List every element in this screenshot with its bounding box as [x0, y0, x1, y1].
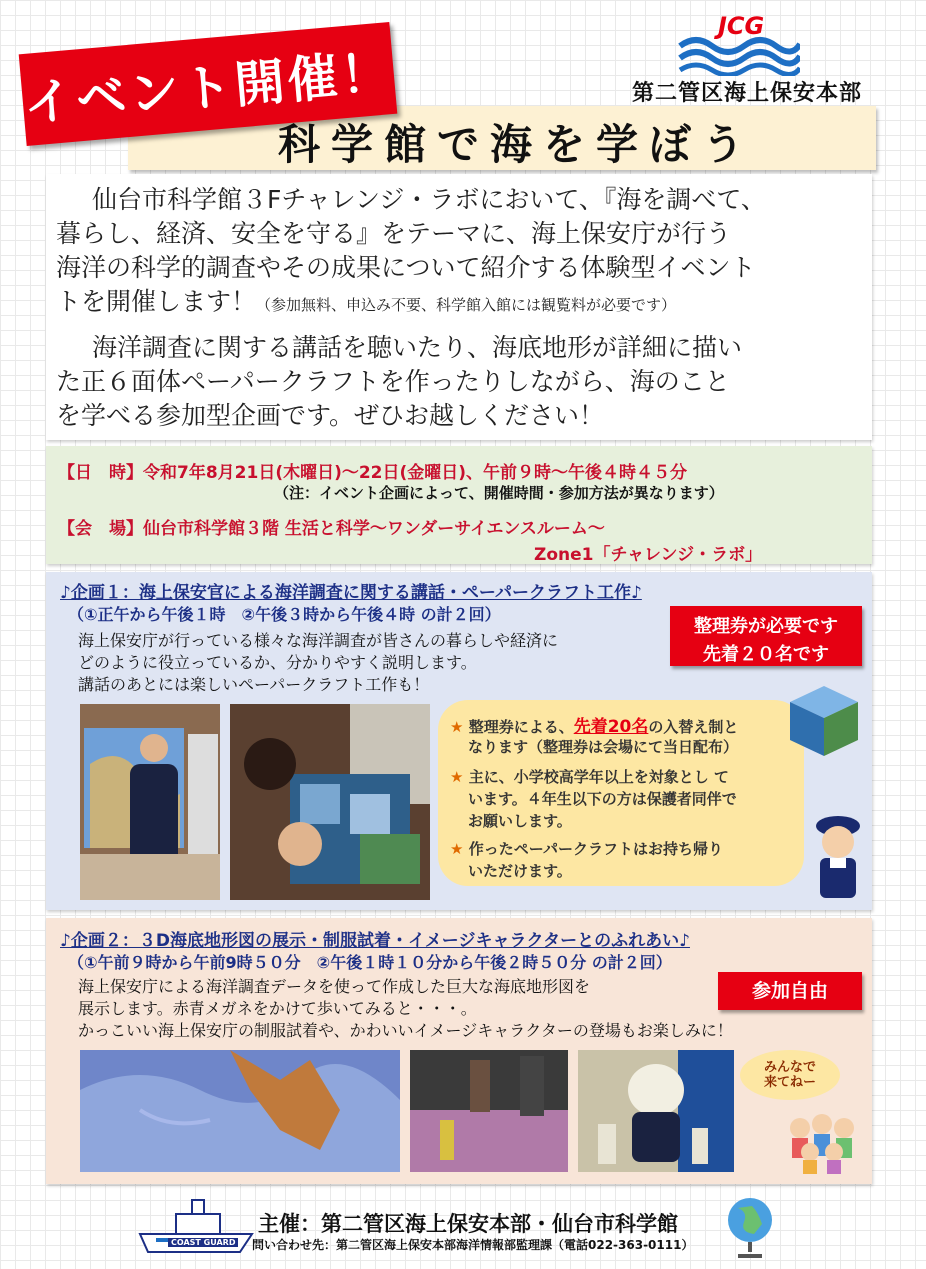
plan1-desc-line: どのように役立っているか、分かりやすく説明します。 — [78, 653, 477, 672]
intro-box — [46, 174, 872, 440]
host-text: 主催：第二管区海上保安本部・仙台市科学館 — [258, 1212, 678, 1236]
event-date: 【日 時】令和7年8月21日(木曜日)～22日(金曜日)、午前９時～午後４時４５分 — [58, 463, 688, 483]
bubble-text: いただけます。 — [468, 862, 572, 880]
bubble-text: 整理券による、 — [468, 718, 574, 736]
star-bullet: ★ — [450, 768, 464, 786]
seafloor-map-photo — [80, 1050, 400, 1172]
organization-name: 第二管区海上保安本部 — [632, 81, 863, 106]
paper-cube-icon — [784, 680, 864, 760]
plan1-notes-bubble — [438, 700, 804, 886]
bubble-text: お願いします。 — [468, 812, 572, 830]
callout-text: 来てねー — [763, 1075, 816, 1090]
plan2-times: （①午前９時から午前9時５０分 ②午後１時１０分から午後２時５０分 の計２回） — [68, 953, 672, 972]
plan1-title: ♪企画１：海上保安官による海洋調査に関する講話・ペーパークラフト工作♪ — [60, 583, 642, 603]
event-banner-text: イベント開催！ — [21, 42, 396, 134]
papercraft-photo — [230, 704, 430, 900]
page-title: 科学館で海を学ぼう — [278, 120, 756, 169]
intro-line: た正６面体ペーパークラフトを作ったりしながら、海のこと — [56, 367, 730, 396]
plan2-title: ♪企画２：３D海底地形図の展示・制服試着・イメージキャラクターとのふれあい♪ — [60, 931, 690, 951]
intro-line: 海洋の科学的調査やその成果について紹介する体験型イベント — [56, 253, 756, 282]
lecture-photo — [80, 704, 220, 900]
bubble-text: なります（整理券は会場にて当日配布） — [468, 738, 739, 756]
intro-line: 海洋調査に関する講話を聴いたり、海底地形が詳細に描い — [92, 333, 743, 362]
intro-line: 仙台市科学館３Fチャレンジ・ラボにおいて、『海を調べて、 — [92, 185, 766, 214]
bubble-text: います。４年生以下の方は保護者同伴で — [468, 790, 737, 808]
plan1-times: （①正午から午後１時 ②午後３時から午後４時 の計２回） — [68, 605, 501, 624]
event-info-box — [46, 446, 872, 564]
ship-label: COAST GUARD — [168, 1238, 238, 1247]
mascot-photo — [578, 1050, 734, 1172]
bubble-text: 作ったペーパークラフトはお持ち帰り — [468, 840, 723, 858]
ticket-required-line: 整理券が必要です — [694, 616, 838, 637]
plan2-desc-line: 海上保安庁による海洋調査データを使って作成した巨大な海底地形図を — [78, 977, 591, 996]
kids-group-icon — [786, 1108, 858, 1174]
coast-guard-ship-icon — [136, 1196, 256, 1258]
event-venue-zone: Zone1「チャレンジ・ラボ」 — [534, 545, 763, 565]
callout-bubble — [740, 1050, 840, 1100]
plan2-desc-line: かっこいい海上保安庁の制服試着や、かわいいイメージキャラクターの登場もお楽しみに！ — [78, 1021, 733, 1040]
plan1-desc-line: 講話のあとには楽しいペーパークラフト工作も！ — [78, 675, 430, 694]
globe-icon — [722, 1194, 778, 1260]
intro-note: （参加無料、申込み不要、科学館入館には観覧料が必要です） — [256, 296, 677, 314]
star-bullet: ★ — [450, 840, 464, 858]
ticket-required-box — [670, 606, 862, 666]
bubble-highlight: 先着20名 — [573, 717, 649, 737]
ticket-required-line: 先着２０名です — [703, 644, 829, 665]
bubble-text: の入替え制と — [648, 718, 739, 736]
plan1-desc-line: 海上保安庁が行っている様々な海洋調査が皆さんの暮らしや経済に — [78, 631, 559, 650]
star-bullet: ★ — [450, 718, 464, 736]
logo-text: JCG — [718, 12, 765, 40]
callout-text: みんなで — [763, 1060, 816, 1075]
event-date-note: （注：イベント企画によって、開催時間・参加方法が異なります） — [274, 484, 724, 502]
intro-line: を学べる参加型企画です。ぜひお越しください！ — [56, 401, 605, 430]
3d-map-exhibit-photo — [410, 1050, 568, 1172]
free-entry-box: 参加自由 — [718, 972, 862, 1010]
event-venue: 【会 場】仙台市科学館３階 生活と科学～ワンダーサイエンスルーム～ — [58, 519, 605, 539]
intro-line: 暮らし、経済、安全を守る』をテーマに、海上保安庁が行う — [56, 219, 732, 248]
intro-line: トを開催します！ — [56, 287, 257, 316]
officer-character-icon — [808, 812, 868, 904]
plan2-desc-line: 展示します。赤青メガネをかけて歩いてみると・・・。 — [78, 999, 477, 1018]
bubble-text: 主に、小学校高学年以上を対象とし て — [468, 768, 729, 786]
contact-text: 問い合わせ先：第二管区海上保安本部海洋情報部監理課（電話022-363-0111） — [252, 1238, 694, 1252]
